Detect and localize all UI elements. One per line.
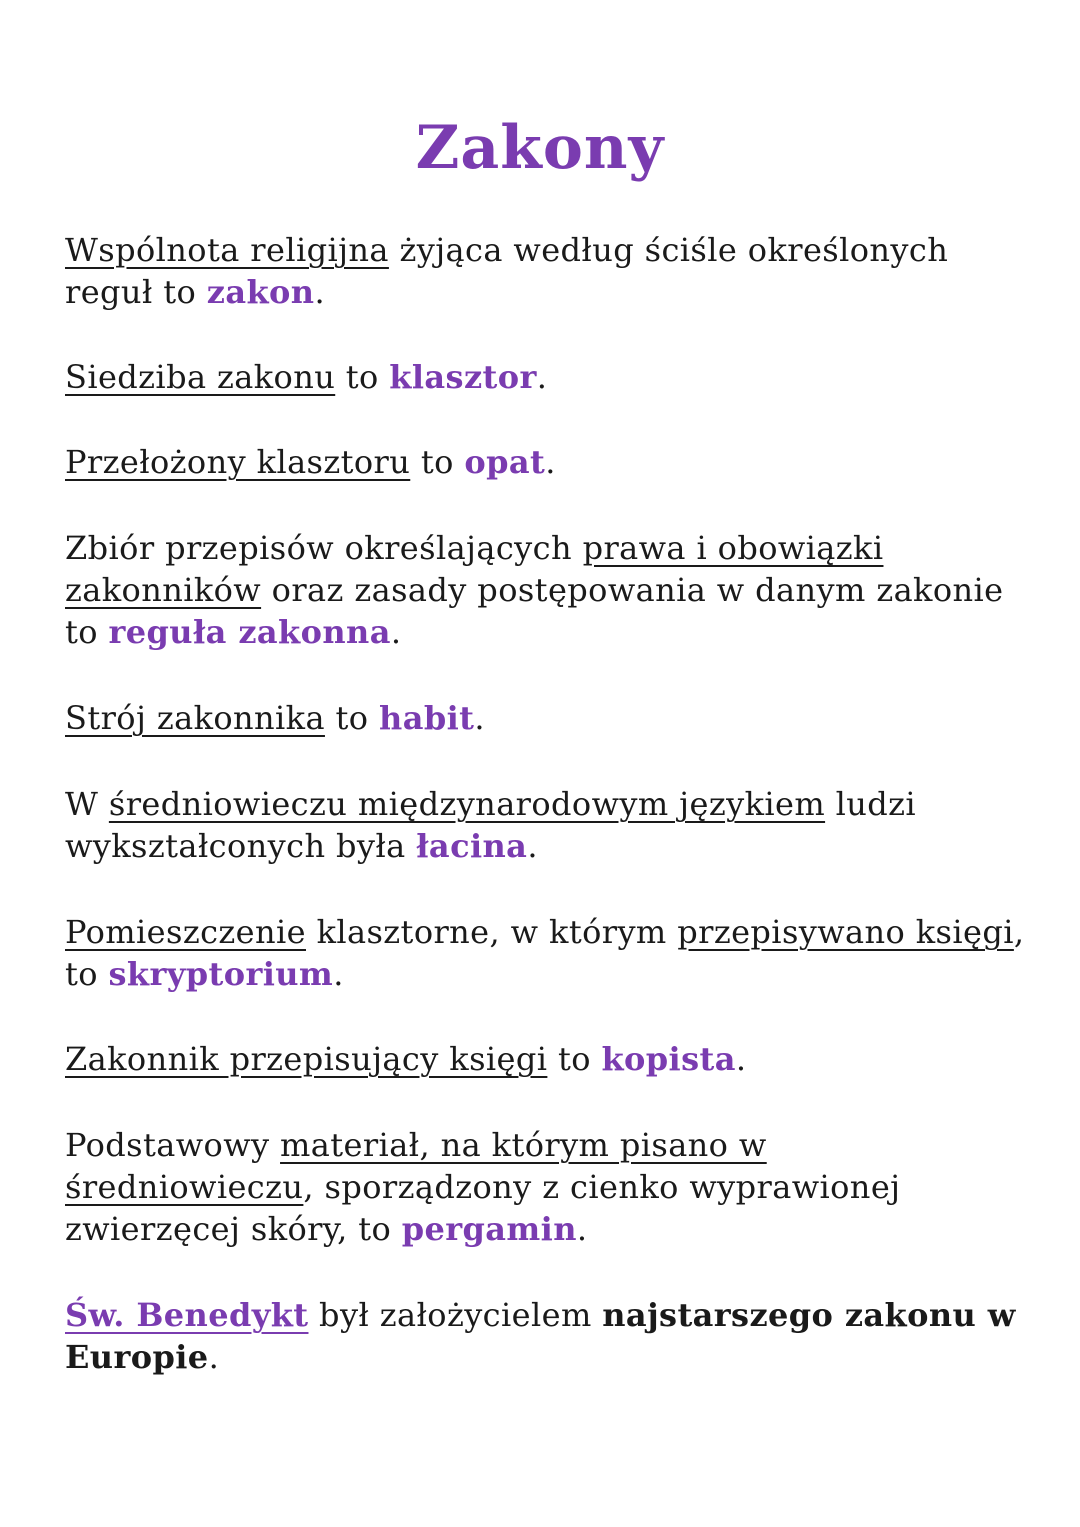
underlined-phrase: przepisywano księgi [677,913,1014,951]
underlined-phrase: Zakonnik przepisujący księgi [65,1040,548,1078]
key-term: kopista [601,1040,736,1078]
text-fragment: . [735,1040,747,1078]
text-fragment: . [545,443,556,481]
text-fragment: był założycielem [308,1296,603,1334]
key-term: opat [464,443,546,481]
key-term: skryptorium [108,955,334,993]
text-fragment: W [65,785,109,823]
text-fragment: . [576,1210,588,1248]
text-fragment: to [335,358,390,396]
text-fragment: Podstawowy [65,1126,281,1164]
definition-lacina [65,783,1025,867]
underlined-phrase: prawa i obowiązki zakonników [65,529,884,609]
text-fragment: . [536,358,548,396]
text-fragment: to [324,699,380,737]
definition-habit [65,697,1025,739]
definition-zakon [65,229,1025,313]
text-fragment: Zbiór przepisów określających [65,529,583,567]
page-title: Zakony [415,113,665,183]
text-fragment: . [527,827,538,865]
key-term: Św. Benedykt [65,1296,309,1334]
underlined-phrase: średniowieczu międzynarodowym językiem [108,785,826,823]
text-fragment: . [390,613,402,651]
text-fragment: . [208,1338,220,1376]
definition-klasztor [65,356,1025,398]
key-term: reguła zakonna [108,613,391,651]
definition-benedykt [65,1294,1025,1378]
definition-skryptorium [65,911,1025,995]
key-term: łacina [416,827,528,865]
underlined-phrase: Strój zakonnika [65,699,325,737]
key-term: pergamin [401,1210,577,1248]
text-fragment: . [314,273,326,311]
underlined-phrase: materiał, na którym pisano w średniowieczu [65,1126,767,1206]
definition-kopista [65,1038,1025,1080]
underlined-phrase: Siedziba zakonu [65,358,336,396]
key-term: habit [379,699,475,737]
text-fragment: . [474,699,485,737]
underlined-phrase: Pomieszczenie [65,913,306,951]
bold-phrase: najstarszego zakonu w Europie [65,1296,1016,1376]
text-fragment: , to [65,913,1025,993]
key-term: klasztor [389,358,537,396]
definition-opat [65,441,1025,483]
text-fragment: oraz zasady postępowania w danym zakonie to [65,571,1004,651]
text-fragment: to [410,443,465,481]
underlined-phrase: Przełożony klasztoru [65,443,411,481]
key-term: zakon [206,273,315,311]
text-fragment: , sporządzony z cienko wyprawionej zwierzęcej skóry, to [65,1168,901,1248]
definition-regula-zakonna [65,527,1025,653]
text-fragment: to [547,1040,602,1078]
text-fragment: klasztorne, w którym [306,913,678,951]
text-fragment: żyjąca według ściśle określonych reguł to [65,231,949,311]
definition-pergamin [65,1124,1025,1250]
text-fragment: . [333,955,344,993]
underlined-phrase: Wspólnota religijna [65,231,389,269]
text-fragment: ludzi wykształconych była [65,785,917,865]
